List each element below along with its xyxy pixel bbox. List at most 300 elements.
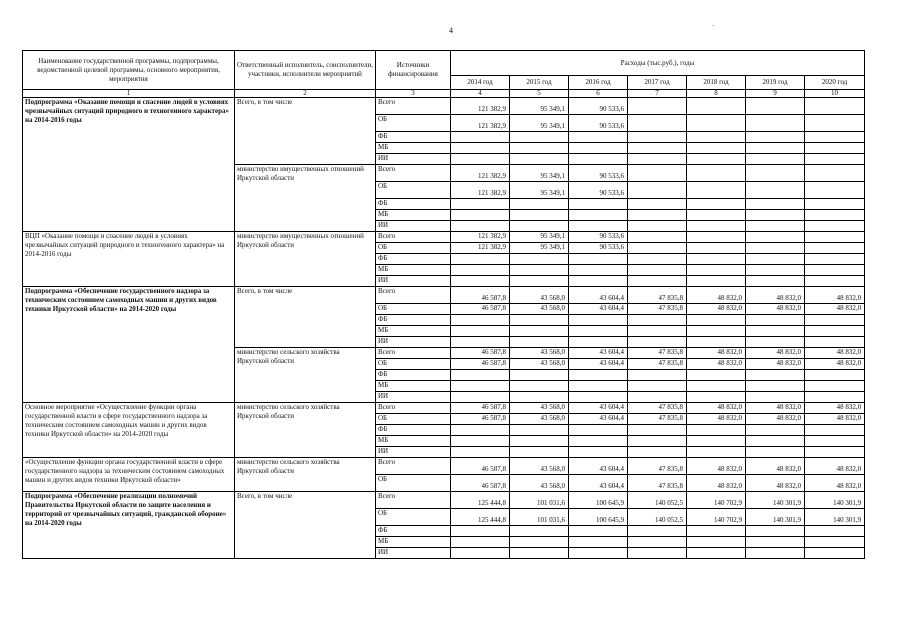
expense-value-cell xyxy=(569,425,628,436)
expense-value-cell xyxy=(569,337,628,348)
expense-value-cell xyxy=(746,182,805,199)
expense-value-cell xyxy=(746,232,805,243)
expense-value-cell: 48 832,0 xyxy=(805,475,865,492)
expense-value-cell xyxy=(687,182,746,199)
expense-value-cell: 43 568,0 xyxy=(510,475,569,492)
expense-value-cell xyxy=(569,537,628,548)
expense-value-cell: 100 645,9 xyxy=(569,492,628,509)
funding-source-cell: ИИ xyxy=(376,548,451,559)
expense-value-cell xyxy=(687,370,746,381)
expense-value-cell: 43 568,0 xyxy=(510,287,569,304)
expense-value-cell xyxy=(451,143,510,154)
funding-source-cell: МБ xyxy=(376,537,451,548)
expense-value-cell xyxy=(746,548,805,559)
budget-table xyxy=(22,50,865,559)
table-row xyxy=(23,492,865,509)
expense-value-cell xyxy=(510,221,569,232)
expense-value-cell: 48 832,0 xyxy=(746,304,805,315)
expense-value-cell xyxy=(451,526,510,537)
expense-value-cell xyxy=(687,154,746,165)
expense-value-cell xyxy=(805,436,865,447)
expense-value-cell xyxy=(746,98,805,115)
expense-value-cell xyxy=(687,243,746,254)
expense-value-cell xyxy=(805,132,865,143)
expense-value-cell: 43 568,0 xyxy=(510,348,569,359)
funding-source-cell: ОБ xyxy=(376,115,451,132)
expense-value-cell xyxy=(510,337,569,348)
expense-value-cell xyxy=(687,254,746,265)
column-number: 8 xyxy=(687,90,746,98)
expense-value-cell: 47 835,8 xyxy=(628,287,687,304)
expense-value-cell xyxy=(805,182,865,199)
funding-source-cell: Всего xyxy=(376,458,451,475)
expense-value-cell: 48 832,0 xyxy=(746,403,805,414)
expense-value-cell: 140 301,9 xyxy=(746,509,805,526)
expense-value-cell xyxy=(628,381,687,392)
expense-value-cell xyxy=(746,254,805,265)
expense-value-cell xyxy=(510,132,569,143)
expense-value-cell xyxy=(746,132,805,143)
expense-value-cell: 48 832,0 xyxy=(805,304,865,315)
scan-mark: · xyxy=(712,22,715,30)
expense-value-cell xyxy=(746,154,805,165)
expense-value-cell xyxy=(746,370,805,381)
expense-value-cell xyxy=(510,326,569,337)
expense-value-cell xyxy=(805,315,865,326)
expense-value-cell xyxy=(746,381,805,392)
funding-source-cell: ИИ xyxy=(376,447,451,458)
expense-value-cell: 48 832,0 xyxy=(746,359,805,370)
expense-value-cell xyxy=(510,447,569,458)
expense-value-cell xyxy=(805,425,865,436)
column-number: 6 xyxy=(569,90,628,98)
expense-value-cell xyxy=(451,254,510,265)
expense-value-cell xyxy=(628,210,687,221)
expense-value-cell xyxy=(451,132,510,143)
funding-source-cell: ФБ xyxy=(376,526,451,537)
expense-value-cell xyxy=(451,315,510,326)
expense-value-cell: 125 444,8 xyxy=(451,492,510,509)
responsible-cell: Всего, в том числе xyxy=(235,98,376,165)
expense-value-cell xyxy=(628,132,687,143)
expense-value-cell: 43 568,0 xyxy=(510,403,569,414)
expense-value-cell: 43 604,4 xyxy=(569,458,628,475)
funding-source-cell: МБ xyxy=(376,326,451,337)
funding-source-cell: Всего xyxy=(376,403,451,414)
expense-value-cell: 48 832,0 xyxy=(746,348,805,359)
expense-value-cell xyxy=(687,392,746,403)
expense-value-cell xyxy=(687,221,746,232)
funding-source-cell: ФБ xyxy=(376,132,451,143)
expense-value-cell xyxy=(569,526,628,537)
expense-value-cell: 140 301,9 xyxy=(805,492,865,509)
expense-value-cell xyxy=(805,232,865,243)
expense-value-cell: 95 349,1 xyxy=(510,98,569,115)
expense-value-cell xyxy=(451,210,510,221)
expense-value-cell xyxy=(746,526,805,537)
expense-value-cell xyxy=(510,154,569,165)
expense-value-cell: 48 832,0 xyxy=(805,414,865,425)
funding-source-cell: ФБ xyxy=(376,370,451,381)
expense-value-cell: 48 832,0 xyxy=(805,287,865,304)
expense-value-cell xyxy=(746,265,805,276)
funding-source-cell: Всего xyxy=(376,348,451,359)
expense-value-cell xyxy=(569,326,628,337)
expense-value-cell: 46 587,8 xyxy=(451,403,510,414)
expense-value-cell xyxy=(805,537,865,548)
expense-value-cell xyxy=(687,143,746,154)
expense-value-cell xyxy=(805,326,865,337)
expense-value-cell: 48 832,0 xyxy=(805,403,865,414)
expense-value-cell xyxy=(628,221,687,232)
expense-value-cell xyxy=(805,337,865,348)
expense-value-cell: 46 587,8 xyxy=(451,414,510,425)
column-number: 1 xyxy=(23,90,235,98)
expense-value-cell: 46 587,8 xyxy=(451,359,510,370)
funding-source-cell: ФБ xyxy=(376,254,451,265)
expense-value-cell xyxy=(451,447,510,458)
expense-value-cell: 43 568,0 xyxy=(510,359,569,370)
expense-value-cell xyxy=(628,370,687,381)
column-number: 5 xyxy=(510,90,569,98)
expense-value-cell xyxy=(510,526,569,537)
expense-value-cell: 121 382,9 xyxy=(451,98,510,115)
expense-value-cell: 101 031,6 xyxy=(510,509,569,526)
expense-value-cell: 48 832,0 xyxy=(687,359,746,370)
funding-source-cell: МБ xyxy=(376,265,451,276)
header-year: 2018 год xyxy=(687,76,746,90)
expense-value-cell xyxy=(805,199,865,210)
expense-value-cell xyxy=(687,326,746,337)
expense-value-cell xyxy=(628,182,687,199)
expense-value-cell: 43 568,0 xyxy=(510,458,569,475)
expense-value-cell xyxy=(805,143,865,154)
expense-value-cell xyxy=(569,315,628,326)
expense-value-cell xyxy=(451,265,510,276)
header-expenses: Расходы (тыс.руб.), годы xyxy=(451,51,865,76)
expense-value-cell xyxy=(451,276,510,287)
expense-value-cell xyxy=(687,276,746,287)
expense-value-cell xyxy=(746,165,805,182)
expense-value-cell xyxy=(746,447,805,458)
expense-value-cell: 47 835,8 xyxy=(628,414,687,425)
header-year: 2015 год xyxy=(510,76,569,90)
expense-value-cell xyxy=(510,537,569,548)
expense-value-cell: 48 832,0 xyxy=(687,287,746,304)
column-number: 4 xyxy=(451,90,510,98)
funding-source-cell: Всего xyxy=(376,165,451,182)
expense-value-cell xyxy=(805,392,865,403)
funding-source-cell: ИИ xyxy=(376,276,451,287)
expense-value-cell xyxy=(569,548,628,559)
expense-value-cell: 46 587,8 xyxy=(451,304,510,315)
expense-value-cell xyxy=(628,154,687,165)
expense-value-cell: 43 604,4 xyxy=(569,414,628,425)
expense-value-cell: 95 349,1 xyxy=(510,115,569,132)
expense-value-cell xyxy=(746,425,805,436)
responsible-cell: министерство сельского хозяйства Иркутской области xyxy=(235,458,376,492)
expense-value-cell xyxy=(805,165,865,182)
expense-value-cell xyxy=(687,381,746,392)
expense-value-cell xyxy=(510,265,569,276)
expense-value-cell: 90 533,6 xyxy=(569,243,628,254)
expense-value-cell: 48 832,0 xyxy=(687,414,746,425)
funding-source-cell: ОБ xyxy=(376,475,451,492)
expense-value-cell xyxy=(746,392,805,403)
expense-value-cell: 46 587,8 xyxy=(451,287,510,304)
expense-value-cell: 121 382,9 xyxy=(451,115,510,132)
expense-value-cell: 90 533,6 xyxy=(569,98,628,115)
expense-value-cell xyxy=(510,199,569,210)
expense-value-cell xyxy=(569,436,628,447)
expense-value-cell xyxy=(687,537,746,548)
expense-value-cell xyxy=(510,370,569,381)
expense-value-cell xyxy=(805,526,865,537)
table-row xyxy=(23,232,865,243)
expense-value-cell: 121 382,9 xyxy=(451,182,510,199)
header-responsible: Ответственный исполнитель, соисполнители, участники, исполнители мероприятий xyxy=(235,51,376,90)
expense-value-cell xyxy=(628,548,687,559)
expense-value-cell xyxy=(451,381,510,392)
expense-value-cell xyxy=(805,548,865,559)
responsible-cell: министерство сельского хозяйства Иркутской области xyxy=(235,403,376,458)
responsible-cell: министерство сельского хозяйства Иркутской области xyxy=(235,348,376,403)
funding-source-cell: ИИ xyxy=(376,221,451,232)
funding-source-cell: ОБ xyxy=(376,414,451,425)
expense-value-cell xyxy=(805,115,865,132)
expense-value-cell: 48 832,0 xyxy=(805,348,865,359)
expense-value-cell: 47 835,8 xyxy=(628,458,687,475)
header-year: 2017 год xyxy=(628,76,687,90)
expense-value-cell: 90 533,6 xyxy=(569,232,628,243)
expense-value-cell: 121 382,9 xyxy=(451,243,510,254)
expense-value-cell: 46 587,8 xyxy=(451,475,510,492)
expense-value-cell: 43 604,4 xyxy=(569,359,628,370)
expense-value-cell: 95 349,1 xyxy=(510,232,569,243)
header-sources: Источники финансирования xyxy=(376,51,451,90)
table-body xyxy=(23,98,865,559)
header-name: Наименование государственной программы, подпрограммы, ведомственной целевой программы, основного мероприятия, мероприятия xyxy=(23,51,235,90)
expense-value-cell xyxy=(805,243,865,254)
column-number: 7 xyxy=(628,90,687,98)
expense-value-cell xyxy=(628,436,687,447)
expense-value-cell xyxy=(746,436,805,447)
expense-value-cell: 140 052,5 xyxy=(628,492,687,509)
funding-source-cell: ФБ xyxy=(376,315,451,326)
expense-value-cell: 90 533,6 xyxy=(569,165,628,182)
table-row xyxy=(23,98,865,115)
expense-value-cell xyxy=(687,436,746,447)
expense-value-cell xyxy=(510,548,569,559)
expense-value-cell xyxy=(746,537,805,548)
funding-source-cell: МБ xyxy=(376,381,451,392)
expense-value-cell xyxy=(569,392,628,403)
column-number: 10 xyxy=(805,90,865,98)
program-name-cell: Основное мероприятие «Осуществление функции органа государственной власти в сфере государственного надзора за техническим состоянием самоходных машин и других видов техники Иркутской области» на 2014-2020 годы xyxy=(23,403,235,458)
expense-value-cell xyxy=(687,98,746,115)
expense-value-cell: 95 349,1 xyxy=(510,243,569,254)
expense-value-cell xyxy=(687,115,746,132)
funding-source-cell: МБ xyxy=(376,143,451,154)
expense-value-cell xyxy=(687,232,746,243)
funding-source-cell: ФБ xyxy=(376,199,451,210)
expense-value-cell: 47 835,8 xyxy=(628,304,687,315)
expense-value-cell: 90 533,6 xyxy=(569,182,628,199)
expense-value-cell xyxy=(510,276,569,287)
expense-value-cell: 48 832,0 xyxy=(746,287,805,304)
expense-value-cell xyxy=(628,243,687,254)
expense-value-cell xyxy=(510,143,569,154)
expense-value-cell: 43 604,4 xyxy=(569,475,628,492)
expense-value-cell xyxy=(805,254,865,265)
expense-value-cell xyxy=(628,143,687,154)
expense-value-cell xyxy=(510,254,569,265)
expense-value-cell xyxy=(805,98,865,115)
expense-value-cell xyxy=(628,447,687,458)
expense-value-cell xyxy=(451,337,510,348)
program-name-cell: Подпрограмма «Оказание помощи и спасение людей в условиях чрезвычайных ситуаций природного и техногенного характера» на 2014-2016 годы xyxy=(23,98,235,232)
expense-value-cell: 48 832,0 xyxy=(746,458,805,475)
expense-value-cell xyxy=(687,132,746,143)
funding-source-cell: Всего xyxy=(376,232,451,243)
expense-value-cell xyxy=(628,392,687,403)
expense-value-cell xyxy=(746,210,805,221)
expense-value-cell xyxy=(628,337,687,348)
expense-value-cell xyxy=(451,392,510,403)
expense-value-cell: 43 568,0 xyxy=(510,304,569,315)
funding-source-cell: МБ xyxy=(376,210,451,221)
funding-source-cell: ОБ xyxy=(376,243,451,254)
expense-value-cell: 101 031,6 xyxy=(510,492,569,509)
expense-value-cell: 46 587,8 xyxy=(451,348,510,359)
expense-value-cell xyxy=(805,381,865,392)
expense-value-cell xyxy=(687,548,746,559)
expense-value-cell xyxy=(628,254,687,265)
funding-source-cell: ИИ xyxy=(376,337,451,348)
expense-value-cell xyxy=(805,221,865,232)
expense-value-cell: 43 604,4 xyxy=(569,304,628,315)
expense-value-cell xyxy=(569,154,628,165)
responsible-cell: министерство имущественных отношений Иркутской области xyxy=(235,232,376,287)
expense-value-cell: 140 301,9 xyxy=(805,509,865,526)
expense-value-cell: 95 349,1 xyxy=(510,182,569,199)
expense-value-cell xyxy=(569,370,628,381)
expense-value-cell xyxy=(805,154,865,165)
expense-value-cell: 90 533,6 xyxy=(569,115,628,132)
funding-source-cell: ОБ xyxy=(376,509,451,526)
expense-value-cell xyxy=(510,315,569,326)
expense-value-cell: 48 832,0 xyxy=(687,403,746,414)
responsible-cell: Всего, в том числе xyxy=(235,287,376,348)
column-number: 3 xyxy=(376,90,451,98)
expense-value-cell xyxy=(687,265,746,276)
expense-value-cell xyxy=(569,221,628,232)
program-name-cell: ВЦП «Оказание помощи и спасение людей в условиях чрезвычайных ситуаций природного и техногенного характера» на 2014-2016 годы xyxy=(23,232,235,287)
expense-value-cell: 95 349,1 xyxy=(510,165,569,182)
header-year: 2016 год xyxy=(569,76,628,90)
expense-value-cell xyxy=(569,210,628,221)
header-year: 2014 год xyxy=(451,76,510,90)
expense-value-cell xyxy=(628,165,687,182)
column-number: 2 xyxy=(235,90,376,98)
expense-value-cell xyxy=(805,210,865,221)
expense-value-cell xyxy=(510,210,569,221)
expense-value-cell xyxy=(746,221,805,232)
expense-value-cell xyxy=(569,265,628,276)
expense-value-cell xyxy=(687,425,746,436)
expense-value-cell xyxy=(628,98,687,115)
expense-value-cell xyxy=(687,165,746,182)
expense-value-cell: 47 835,8 xyxy=(628,403,687,414)
expense-value-cell xyxy=(746,143,805,154)
expense-value-cell xyxy=(569,381,628,392)
expense-value-cell: 43 604,4 xyxy=(569,403,628,414)
expense-value-cell: 47 835,8 xyxy=(628,359,687,370)
expense-value-cell xyxy=(628,315,687,326)
table-row xyxy=(23,458,865,475)
expense-value-cell xyxy=(569,254,628,265)
funding-source-cell: ИИ xyxy=(376,154,451,165)
expense-value-cell xyxy=(569,143,628,154)
funding-source-cell: ФБ xyxy=(376,425,451,436)
expense-value-cell xyxy=(746,315,805,326)
expense-value-cell xyxy=(451,537,510,548)
expense-value-cell: 48 832,0 xyxy=(746,414,805,425)
page-number: 4 xyxy=(449,26,453,35)
expense-value-cell xyxy=(805,265,865,276)
expense-value-cell xyxy=(687,210,746,221)
expense-value-cell xyxy=(746,243,805,254)
expense-value-cell xyxy=(510,436,569,447)
expense-value-cell xyxy=(628,265,687,276)
expense-value-cell: 140 702,9 xyxy=(687,492,746,509)
expense-value-cell: 43 604,4 xyxy=(569,348,628,359)
expense-value-cell: 140 702,9 xyxy=(687,509,746,526)
expense-value-cell xyxy=(746,115,805,132)
funding-source-cell: ОБ xyxy=(376,182,451,199)
expense-value-cell xyxy=(510,392,569,403)
expense-value-cell xyxy=(628,425,687,436)
expense-value-cell xyxy=(805,370,865,381)
header-year: 2020 год xyxy=(805,76,865,90)
expense-value-cell: 140 052,5 xyxy=(628,509,687,526)
expense-value-cell: 48 832,0 xyxy=(805,458,865,475)
expense-value-cell: 125 444,8 xyxy=(451,509,510,526)
expense-value-cell: 46 587,8 xyxy=(451,458,510,475)
expense-value-cell xyxy=(687,337,746,348)
expense-value-cell: 48 832,0 xyxy=(687,475,746,492)
expense-value-cell: 47 835,8 xyxy=(628,348,687,359)
expense-value-cell xyxy=(628,232,687,243)
expense-value-cell xyxy=(687,447,746,458)
expense-value-cell: 48 832,0 xyxy=(687,458,746,475)
funding-source-cell: Всего xyxy=(376,492,451,509)
expense-value-cell xyxy=(569,276,628,287)
table-row xyxy=(23,287,865,304)
program-name-cell: Подпрограмма «Обеспечение реализации полномочий Правительства Иркутской области по защите населения и территорий от чрезвычайных ситуаций, гражданской обороне» на 2014-2020 годы xyxy=(23,492,235,559)
expense-value-cell xyxy=(805,276,865,287)
expense-value-cell: 100 645,9 xyxy=(569,509,628,526)
expense-value-cell xyxy=(746,337,805,348)
expense-value-cell xyxy=(628,115,687,132)
funding-source-cell: Всего xyxy=(376,287,451,304)
expense-value-cell: 43 604,4 xyxy=(569,287,628,304)
column-number: 9 xyxy=(746,90,805,98)
expense-value-cell: 48 832,0 xyxy=(746,475,805,492)
expense-value-cell xyxy=(569,447,628,458)
program-name-cell: Подпрограмма «Обеспечение государственного надзора за техническим состоянием самоходных машин и других видов техники Иркутской области» на 2014-2020 годы xyxy=(23,287,235,403)
expense-value-cell xyxy=(451,370,510,381)
